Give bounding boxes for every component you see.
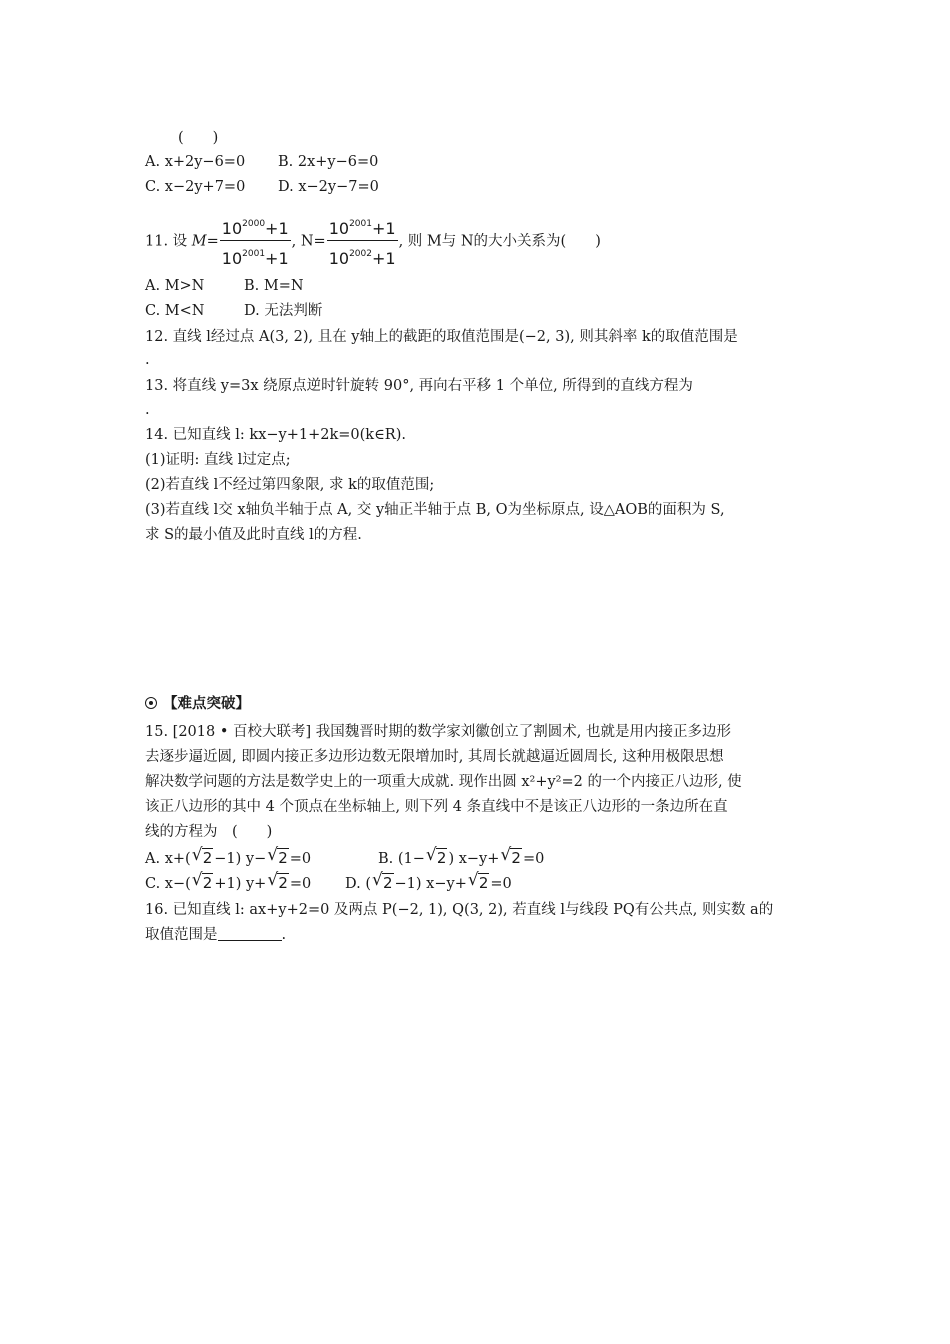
q15-option-c xyxy=(145,870,312,894)
q15-b-pre: B. (1− xyxy=(378,851,425,867)
q11-n-num-base: 10 xyxy=(328,219,350,238)
q11-n-num-exp: 2001 xyxy=(349,219,372,229)
q16-line-2-end: . xyxy=(281,927,287,943)
q14-stem: 14. 已知直线 l: kx−y+1+2k=0(k∈R). xyxy=(145,427,406,443)
radicand: 2 xyxy=(278,849,288,867)
sqrt-2: √ 2 xyxy=(467,870,489,892)
q15-c-end: =0 xyxy=(289,876,312,892)
q15-a-end: =0 xyxy=(289,851,312,867)
q15-line-5: 线的方程为 ( ) xyxy=(145,824,273,840)
q15-d-end: =0 xyxy=(490,876,512,892)
q10-option-c: C. x−2y+7=0 xyxy=(145,179,246,195)
q15-line-1: 15. [2018 • 百校大联考] 我国魏晋时期的数学家刘徽创立了割圆术, 也就是用内接正多边形 xyxy=(145,724,731,740)
q11-prefix: 11. 设 xyxy=(145,233,192,250)
q10-option-b: B. 2x+y−6=0 xyxy=(278,154,379,170)
sqrt-2: √ 2 xyxy=(371,870,393,892)
q16-line-2-text: 取值范围是 xyxy=(145,927,218,943)
q11-n-num-tail: +1 xyxy=(371,219,396,238)
radicand: 2 xyxy=(202,849,213,867)
q16-line-1: 16. 已知直线 l: ax+y+2=0 及两点 P(−2, 1), Q(3, 2), 若直线 l与线段 PQ有公共点, 则实数 a的 xyxy=(145,902,774,918)
q11-n-den-exp: 2002 xyxy=(349,249,372,259)
q14-part-1: (1)证明: 直线 l过定点; xyxy=(145,452,291,468)
q15-option-b xyxy=(378,845,545,869)
q11-m-den-exp: 2001 xyxy=(242,249,266,259)
q11-m-num-exp: 2000 xyxy=(242,219,266,229)
q11-m-den-tail: +1 xyxy=(265,249,289,268)
q14-part-3-line-1: (3)若直线 l交 x轴负半轴于点 A, 交 y轴正半轴于点 B, O为坐标原点, 设△AOB的面积为 S, xyxy=(145,502,725,518)
sqrt-2: √ 2 xyxy=(267,870,288,892)
q16-line-2 xyxy=(145,925,286,945)
q11-n-den-base: 10 xyxy=(328,249,350,268)
q11-m-den-base: 10 xyxy=(221,249,243,268)
q11-n-label: , N= xyxy=(291,233,326,250)
q12-end: . xyxy=(145,352,150,368)
section-heading xyxy=(145,694,250,714)
radicand: 2 xyxy=(511,849,521,867)
radicand: 2 xyxy=(202,874,213,892)
q15-c-pre: C. x−( xyxy=(145,876,191,892)
q11-suffix: , 则 M与 N的大小关系为( ) xyxy=(398,233,601,250)
sqrt-2: √ 2 xyxy=(191,870,213,892)
q13-end: . xyxy=(145,402,150,418)
q15-b-mid: ) x−y+ xyxy=(448,851,500,867)
radicand: 2 xyxy=(436,849,447,867)
q11-m-label: M= xyxy=(191,233,219,250)
q15-line-4: 该正八边形的其中 4 个顶点在坐标轴上, 则下列 4 条直线中不是该正八边形的一条边所在直 xyxy=(145,799,728,815)
q11-option-a: A. M>N xyxy=(145,278,205,294)
q10-answer-paren: ( ) xyxy=(178,130,219,146)
q12-text: 12. 直线 l经过点 A(3, 2), 且在 y轴上的截距的取值范围是(−2, 3), 则其斜率 k的取值范围是 xyxy=(145,329,738,345)
q15-b-end: =0 xyxy=(522,851,545,867)
q14-part-3-line-2: 求 S的最小值及此时直线 l的方程. xyxy=(145,527,362,543)
q11-n-fraction xyxy=(327,214,398,269)
q15-line-2: 去逐步逼近圆, 即圆内接正多边形边数无限增加时, 其周长就越逼近圆周长, 这种用极限思想 xyxy=(145,749,724,765)
target-icon xyxy=(145,697,157,709)
answer-blank xyxy=(218,926,282,941)
q11-option-b: B. M=N xyxy=(244,278,304,294)
sqrt-2: √ 2 xyxy=(267,845,288,867)
q15-a-pre: A. x+( xyxy=(145,851,191,867)
q10-option-d: D. x−2y−7=0 xyxy=(278,179,379,195)
q15-c-mid: +1) y+ xyxy=(214,876,267,892)
q15-option-a xyxy=(145,845,312,869)
q11-m-fraction xyxy=(220,214,291,269)
q11-m-num-tail: +1 xyxy=(265,219,289,238)
q11-m-num-base: 10 xyxy=(221,219,243,238)
q15-option-d xyxy=(345,870,512,894)
sqrt-2: √ 2 xyxy=(500,845,521,867)
q15-a-mid: −1) y− xyxy=(214,851,267,867)
q10-option-a: A. x+2y−6=0 xyxy=(145,154,246,170)
q15-d-mid: −1) x−y+ xyxy=(394,876,467,892)
q11-stem xyxy=(145,214,601,269)
q11-option-d: D. 无法判断 xyxy=(244,303,323,319)
radicand: 2 xyxy=(382,874,393,892)
q11-n-den-tail: +1 xyxy=(371,249,396,268)
radicand: 2 xyxy=(478,874,489,892)
q15-d-pre: D. ( xyxy=(345,876,371,892)
q15-line-3: 解决数学问题的方法是数学史上的一项重大成就. 现作出圆 x²+y²=2 的一个内接正八边形, 使 xyxy=(145,774,742,790)
q13-text: 13. 将直线 y=3x 绕原点逆时针旋转 90°, 再向右平移 1 个单位, 所得到的直线方程为 xyxy=(145,378,693,394)
q11-option-c: C. M<N xyxy=(145,303,205,319)
radicand: 2 xyxy=(278,874,288,892)
q14-part-2: (2)若直线 l不经过第四象限, 求 k的取值范围; xyxy=(145,477,435,493)
sqrt-2: √ 2 xyxy=(191,845,213,867)
section-title: 【难点突破】 xyxy=(163,696,250,712)
sqrt-2: √ 2 xyxy=(425,845,447,867)
